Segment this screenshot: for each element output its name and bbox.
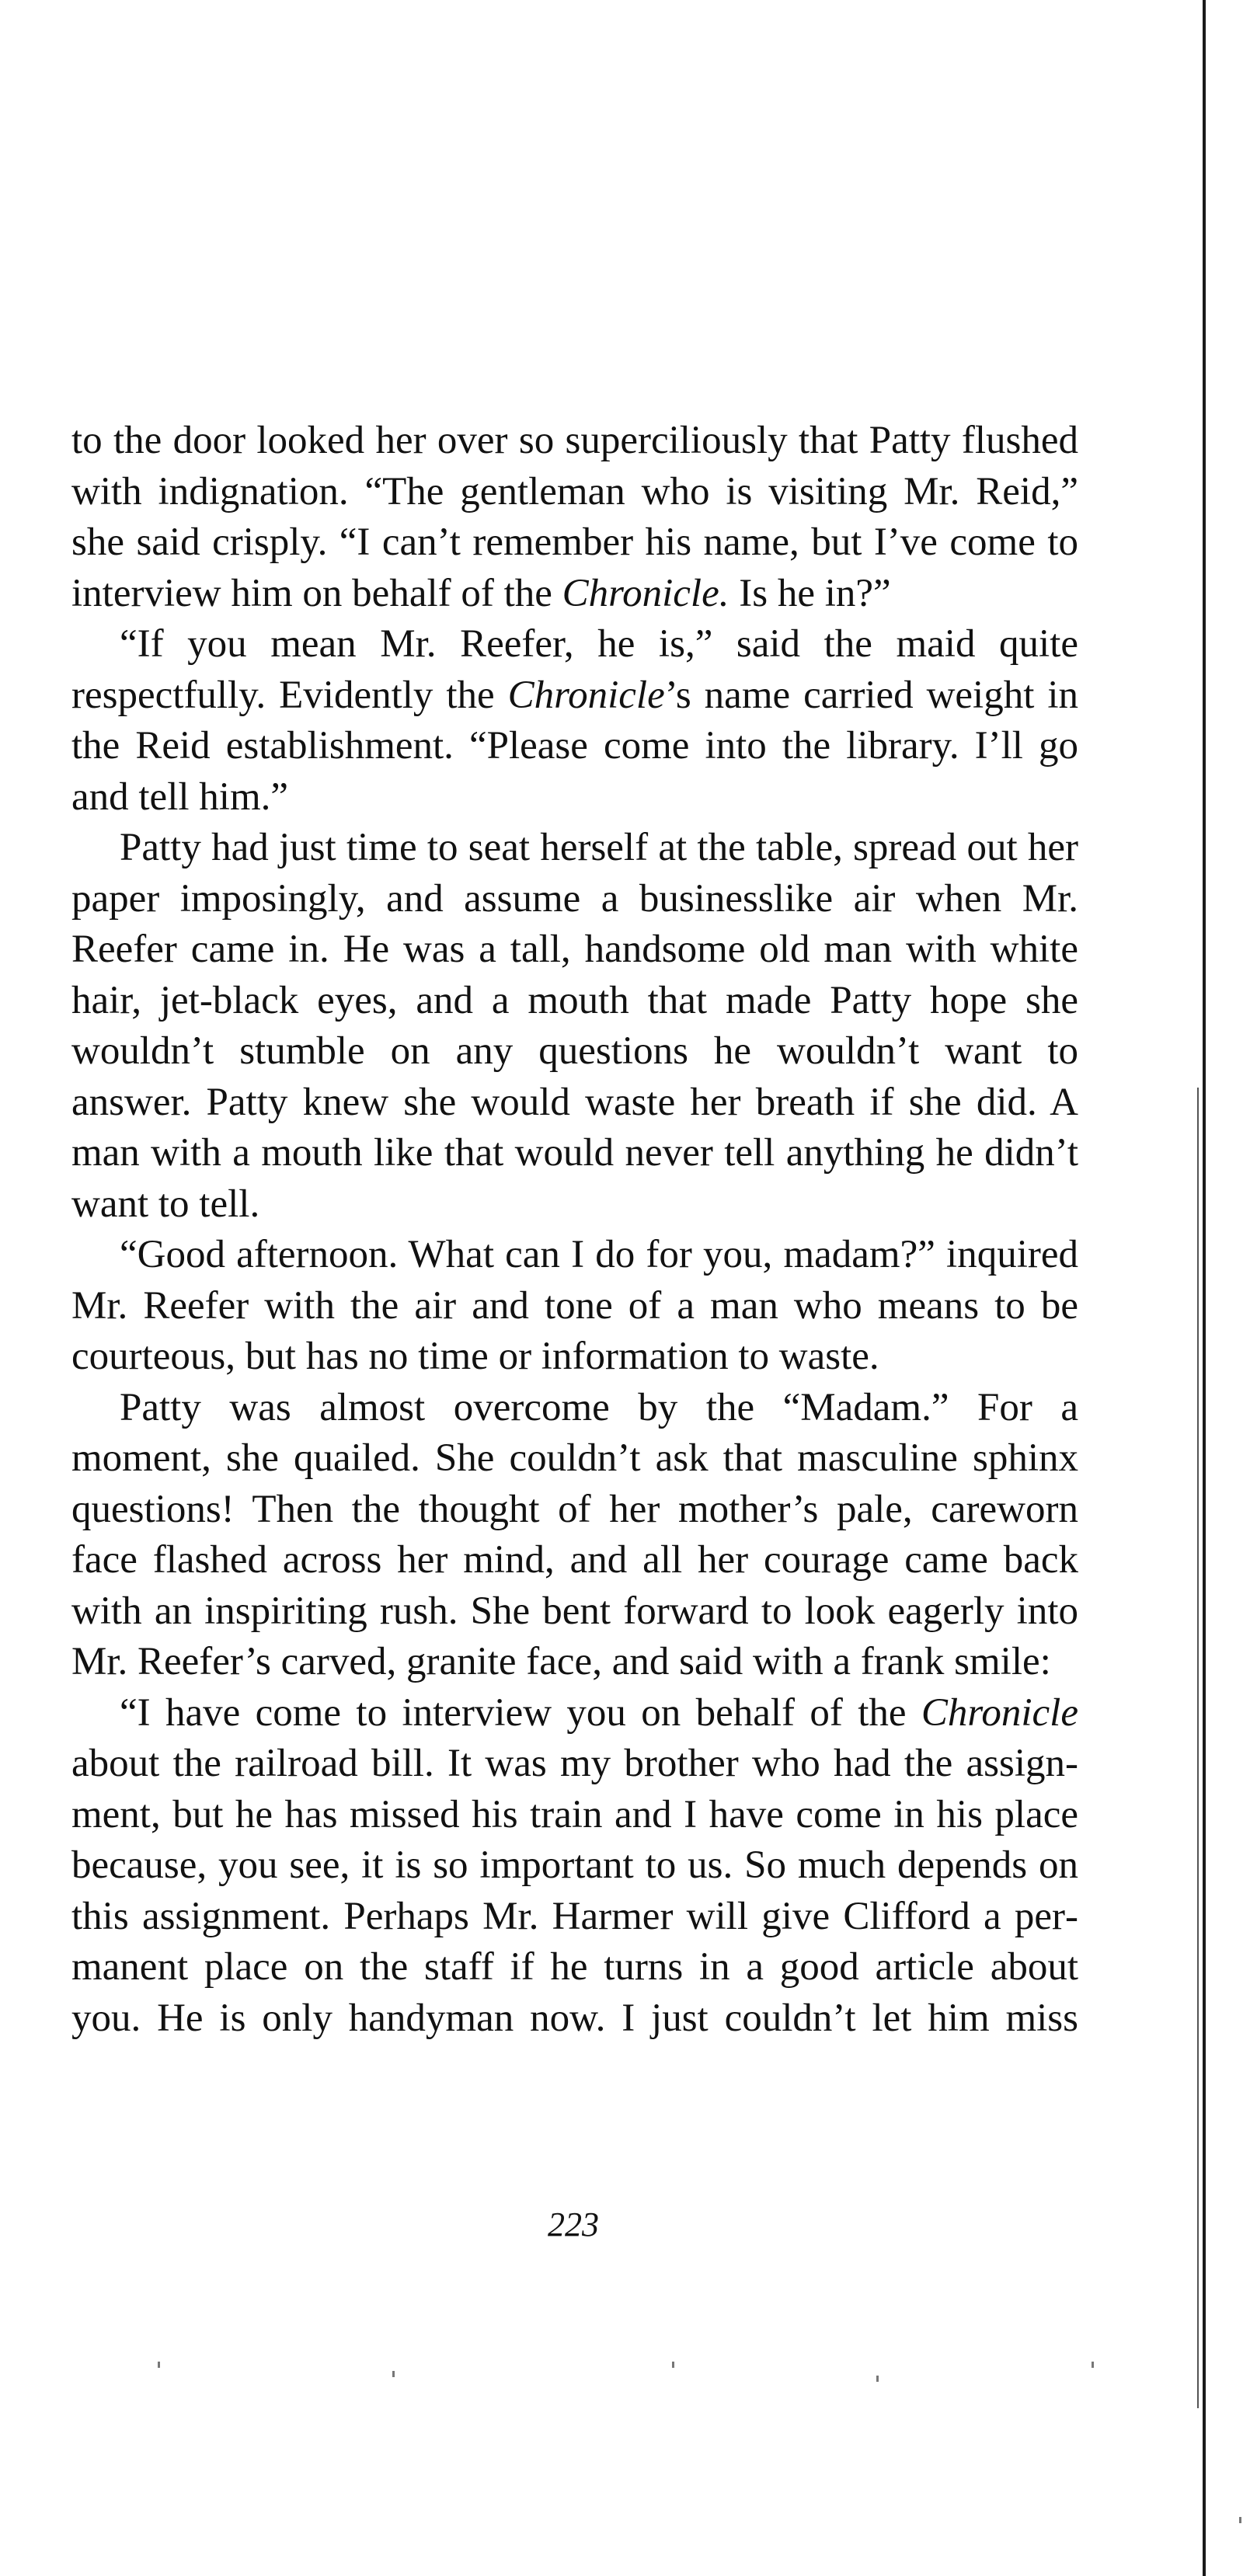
scan-speck xyxy=(1239,2517,1241,2523)
paragraph xyxy=(71,1688,1078,2045)
scan-speck xyxy=(158,2362,160,2368)
body-text xyxy=(71,416,1078,2044)
paragraph xyxy=(71,1230,1078,1383)
text-run: Patty was almost overcome by the “Madam.” For a moment, she quailed. She couldn’t ask that masculine sphinx questions! Then the thought of her mother’s pale, careworn face flashed across her mind, and all her courage came back with an inspiriting rush. She bent forward to look eagerly into Mr. Reefer’s carved, granite face, and said with a frank smile: xyxy=(71,1385,1078,1683)
text-run: Is he in?” xyxy=(729,571,891,615)
italic-run: Chronicle xyxy=(507,673,665,717)
text-run: about the railroad bill. It was my brother who had the assignment, but he has missed his train and I have come in his place because, you see, it is so important to us. So much depends on this assignment. Perhaps Mr. Harmer will give Clifford a permanent place on the staff if he turns in a good article about you. He is only handyman now. I just couldn’t let him miss xyxy=(71,1742,1078,2040)
scan-speck xyxy=(672,2362,674,2368)
italic-run: Chronicle. xyxy=(562,571,729,615)
paragraph xyxy=(71,823,1078,1230)
page-binding-shadow xyxy=(1197,1088,1199,2408)
text-run: Patty had just time to seat herself at the table, spread out her paper imposingly, and assume a businesslike air when Mr. Reefer came in. He was a tall, handsome old man with white hair, jet-black eyes, and a mouth that made Patty hope she wouldn’t stumble on any questions he wouldn’t want to answer. Patty knew she would waste her breath if she did. A man with a mouth like that would never tell anything he didn’t want to tell. xyxy=(71,826,1078,1226)
page-binding-edge xyxy=(1203,0,1206,2576)
paragraph xyxy=(71,619,1078,823)
text-run: to the door looked her over so superciliously that Patty flushed with indignation. “The gentleman who is visiting Mr. Reid,” she said crisply. “I can’t remember his name, but I’ve come to interview him on behalf of the xyxy=(71,419,1078,615)
paragraph xyxy=(71,1383,1078,1688)
scan-speck xyxy=(1092,2362,1094,2368)
scan-speck xyxy=(392,2371,395,2377)
text-run: “I have come to interview you on behalf of the xyxy=(120,1690,921,1735)
text-run: “Good afternoon. What can I do for you, madam?” inquired Mr. Reefer with the air and tone of a man who means to be courteous, but has no time or information to waste. xyxy=(71,1233,1078,1378)
page-number: 223 xyxy=(548,2205,599,2244)
paragraph xyxy=(71,416,1078,619)
italic-run: Chronicle xyxy=(921,1690,1078,1735)
scan-speck xyxy=(876,2376,879,2382)
text-run: “If you mean Mr. Reefer, he is,” said the maid quite respectfully. Evidently the xyxy=(71,622,1078,717)
text-run: ’s name carried weight in the Reid establishment. “Please come into the library. I’ll go and tell him.” xyxy=(71,673,1078,819)
